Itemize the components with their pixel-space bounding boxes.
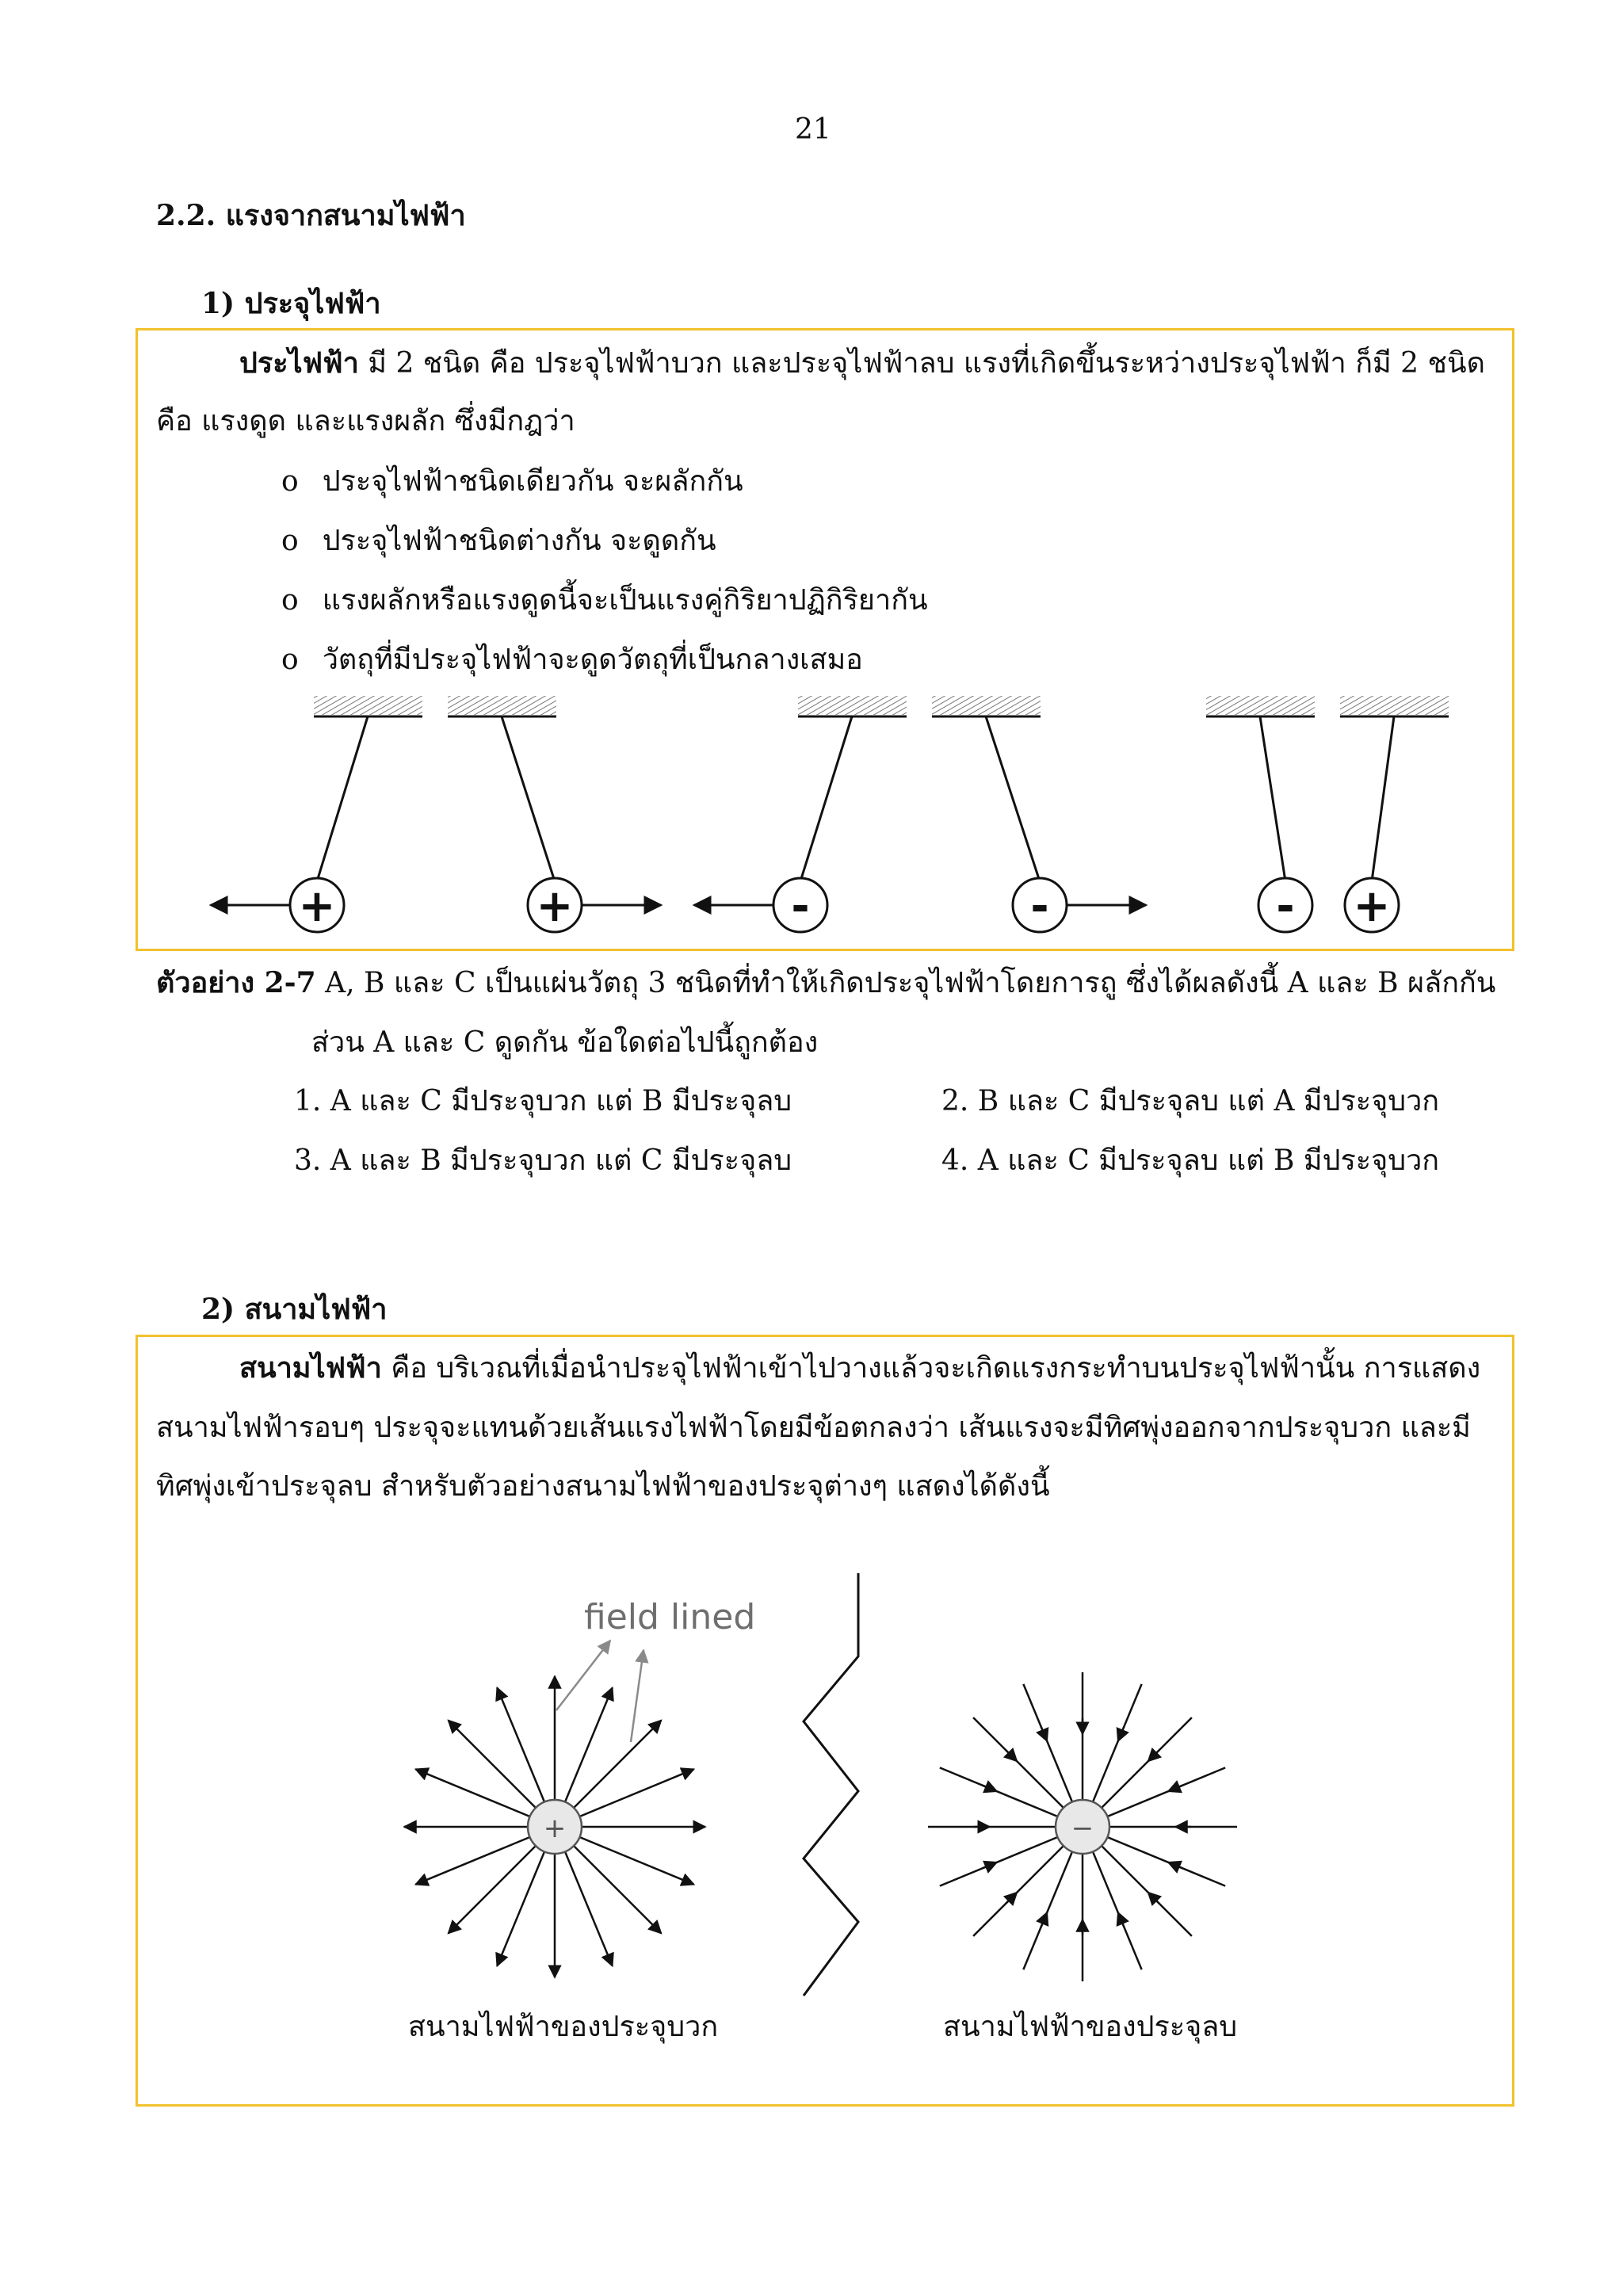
field-term: สนามไฟฟ้า	[239, 1351, 382, 1385]
field-line	[565, 1851, 613, 1966]
field-line	[574, 1846, 661, 1933]
example-choice: 2. B และ C มีประจุลบ แต่ A มีประจุบวก	[941, 1085, 1440, 1117]
rule-text: แรงผลักหรือแรงดูดนี้จะเป็นแรงคู่กิริยาปฏิกิริยากัน	[322, 584, 928, 617]
field-line	[1102, 1717, 1192, 1808]
charge-term: ประไฟฟ้า	[239, 346, 359, 380]
charge-paragraph-line2: คือ แรงดูด และแรงผลัก ซึ่งมีกฎว่า	[156, 405, 575, 437]
field-line	[940, 1767, 1058, 1817]
field-line	[449, 1721, 536, 1808]
bullet: o	[281, 465, 299, 498]
field-line	[1107, 1837, 1225, 1886]
example-choice: 1. A และ C มีประจุบวก แต่ B มีประจุลบ	[294, 1085, 792, 1117]
field-text: คือ บริเวณที่เมื่อนำประจุไฟฟ้าเข้าไปวางแล้วจะเกิดแรงกระทำบนประจุไฟฟ้านั้น การแสดง	[381, 1352, 1481, 1385]
bullet: o	[281, 584, 299, 617]
rule-text: วัตถุที่มีประจุไฟฟ้าจะดูดวัตถุที่เป็นกลางเสมอ	[322, 644, 863, 676]
field-line	[497, 1851, 544, 1966]
field-line	[574, 1721, 661, 1808]
field-line	[1093, 1851, 1142, 1969]
field-line	[415, 1837, 529, 1885]
field-line	[940, 1837, 1058, 1886]
negative-symbol: −	[1071, 1813, 1094, 1844]
field-paragraph-line3: ทิศพุ่งเข้าประจุลบ สำหรับตัวอย่างสนามไฟฟ้าของประจุต่างๆ แสดงได้ดังนี้	[156, 1470, 1050, 1503]
positive-symbol: +	[543, 1813, 567, 1844]
charge-sign: +	[1353, 881, 1391, 932]
field-paragraph-line2: สนามไฟฟ้ารอบๆ ประจุจะแทนด้วยเส้นแรงไฟฟ้าโดยมีข้อตกลงว่า เส้นแรงจะมีทิศพุ่งออกจากประจุบวก และมี	[156, 1412, 1471, 1444]
charge-sign: -	[791, 881, 810, 932]
example-label: ตัวอย่าง 2-7	[156, 966, 316, 999]
example-line2: ส่วน A และ C ดูดกัน ข้อใดต่อไปนี้ถูกต้อง	[311, 1026, 819, 1059]
bullet: o	[281, 644, 299, 676]
charge-text: มี 2 ชนิด คือ ประจุไฟฟ้าบวก และประจุไฟฟ้าลบ แรงที่เกิดขึ้นระหว่างประจุไฟฟ้า ก็มี 2 ชนิด	[358, 347, 1485, 380]
field-line	[579, 1837, 693, 1885]
page-number: 21	[795, 113, 831, 146]
example-text: A, B และ C เป็นแผ่นวัตถุ 3 ชนิดที่ทำให้เกิดประจุไฟฟ้าโดยการถู ซึ่งได้ผลดังนี้ A และ B ผลักกัน	[315, 967, 1496, 999]
charge-sign: +	[298, 881, 336, 932]
field-line	[579, 1769, 693, 1817]
field-line	[415, 1769, 529, 1817]
subsection-heading-field: 2) สนามไฟฟ้า	[201, 1293, 388, 1326]
example-choice: 3. A และ B มีประจุบวก แต่ C มีประจุลบ	[294, 1144, 792, 1177]
field-line	[973, 1846, 1064, 1936]
label-pointer	[631, 1650, 643, 1742]
subsection-heading-charge: 1) ประจุไฟฟ้า	[201, 287, 381, 320]
field-line	[449, 1846, 536, 1933]
field-line	[1102, 1846, 1192, 1936]
field-line	[1093, 1684, 1142, 1802]
bullet: o	[281, 525, 299, 557]
field-line	[1023, 1684, 1072, 1802]
example-choice: 4. A และ C มีประจุลบ แต่ B มีประจุบวก	[941, 1144, 1440, 1177]
field-line	[1023, 1851, 1072, 1969]
section-title: 2.2. แรงจากสนามไฟฟ้า	[156, 199, 466, 232]
field-line	[565, 1687, 613, 1801]
charge-sign: -	[1276, 881, 1295, 932]
caption-positive: สนามไฟฟ้าของประจุบวก	[408, 2011, 719, 2043]
field-lined-label: field lined	[584, 1597, 756, 1637]
charge-sign: +	[536, 881, 574, 932]
label-pointer	[556, 1641, 610, 1710]
zigzag-divider	[804, 1573, 858, 1996]
field-line	[1107, 1767, 1225, 1817]
field-line	[973, 1717, 1064, 1808]
field-line	[497, 1687, 544, 1801]
rule-text: ประจุไฟฟ้าชนิดต่างกัน จะดูดกัน	[322, 525, 716, 557]
rule-text: ประจุไฟฟ้าชนิดเดียวกัน จะผลักกัน	[322, 465, 743, 498]
caption-negative: สนามไฟฟ้าของประจุลบ	[943, 2011, 1238, 2043]
charge-sign: -	[1030, 881, 1049, 932]
